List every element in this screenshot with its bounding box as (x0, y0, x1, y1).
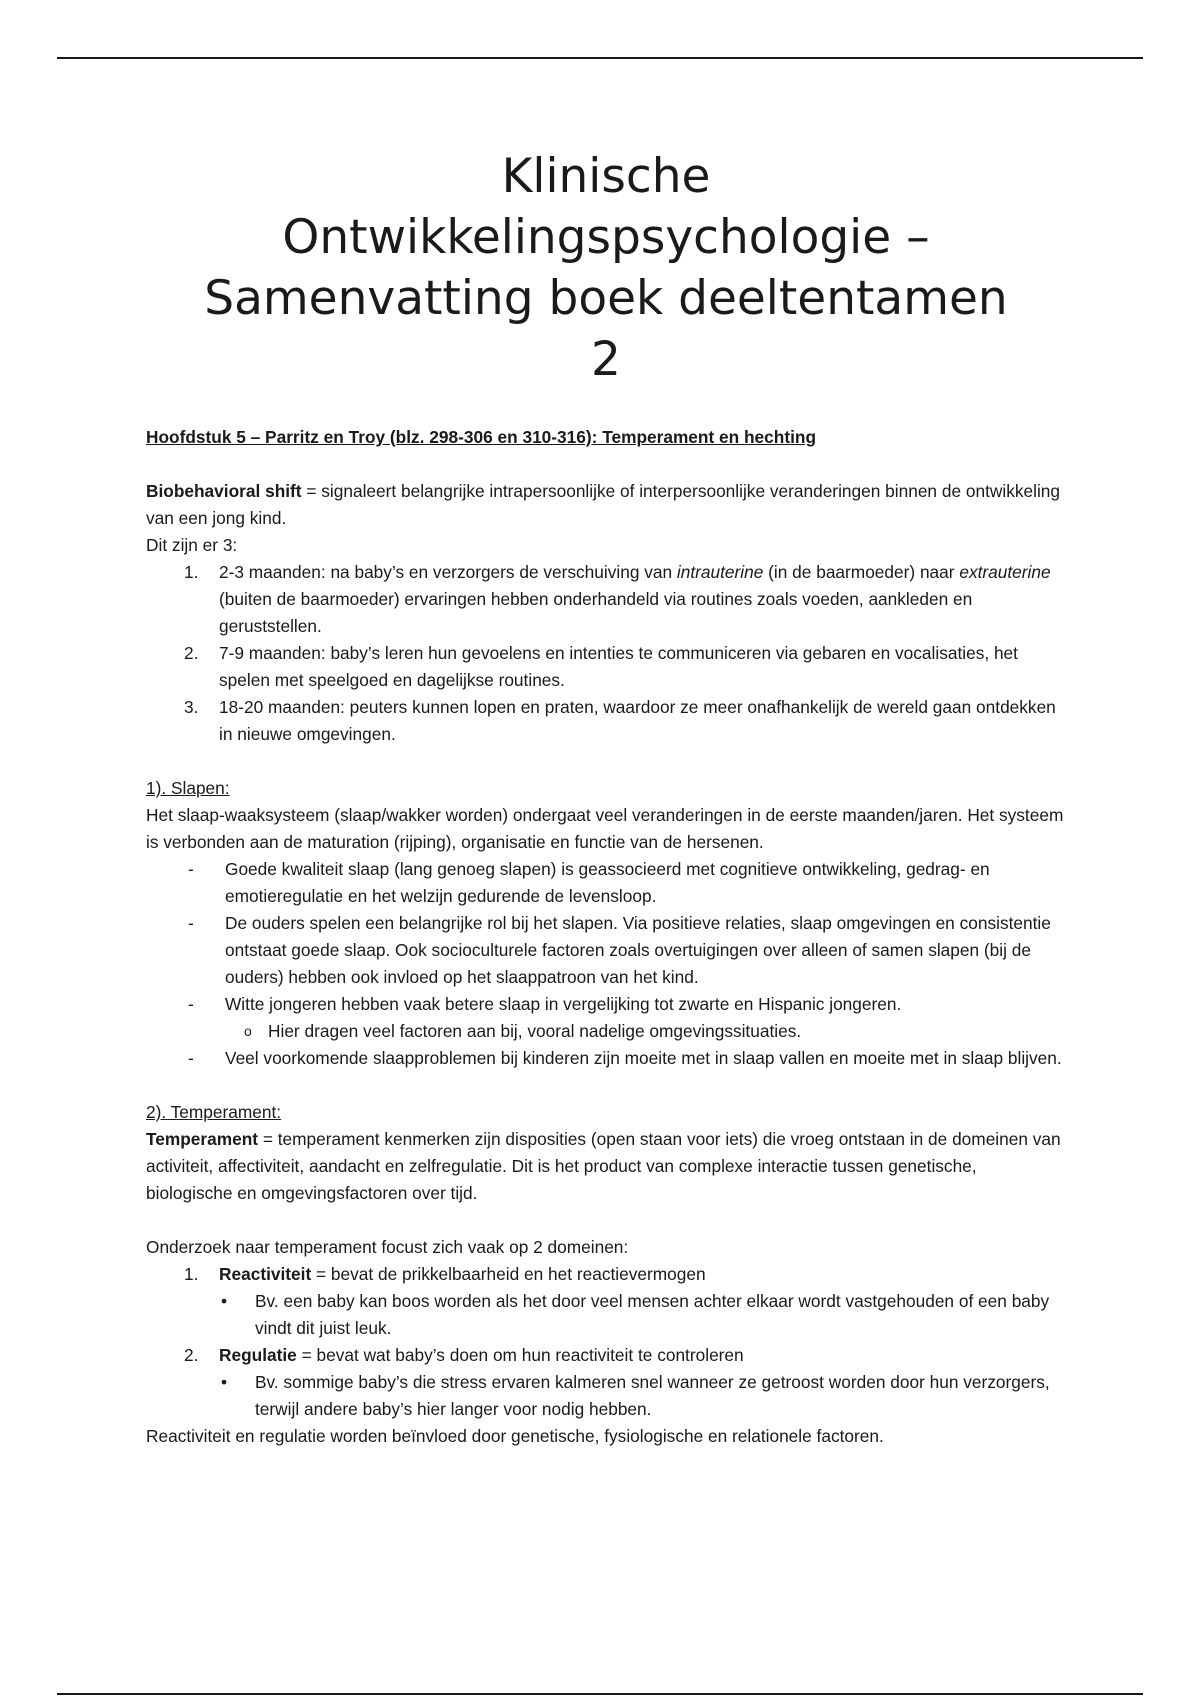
list-number: 3. (184, 697, 199, 717)
term-temperament: Temperament (146, 1129, 259, 1149)
domain-list (146, 1261, 1066, 1423)
list-item (219, 1288, 1066, 1342)
dash-bullet: - (188, 859, 194, 879)
dash-bullet: - (188, 1048, 194, 1068)
sub-bullets (225, 1018, 1066, 1045)
item-text: Veel voorkomende slaapproblemen bij kinderen zijn moeite met in slaap vallen en moeite met in slaap blijven. (225, 1048, 1062, 1068)
item-text: = bevat de prikkelbaarheid en het reactievermogen (311, 1264, 706, 1284)
item-text: Hier dragen veel factoren aan bij, vooral nadelige omgevingssituaties. (268, 1021, 802, 1041)
dot-bullet: • (221, 1291, 228, 1311)
spacer (146, 748, 1066, 775)
section-heading-temperament: 2). Temperament: (146, 1102, 282, 1122)
title-line: Samenvatting boek deeltentamen (204, 271, 1008, 326)
document-page (146, 146, 1066, 1450)
list-number: 2. (184, 643, 199, 663)
item-text: De ouders spelen een belangrijke rol bij het slapen. Via positieve relaties, slaap omgevingen en consistentie ontstaat goede slaap. Ook socioculturele factoren zoals overtuigingen over alleen of samen slapen (bij de ouders) hebben ook invloed op het slaappatroon van het kind. (225, 913, 1051, 987)
spacer (146, 1072, 1066, 1099)
dot-bullet: • (221, 1372, 228, 1392)
dash-bullet: - (188, 994, 194, 1014)
item-text: Bv. een baby kan boos worden als het door veel mensen achter elkaar wordt vastgehouden of een baby vindt dit juist leuk. (255, 1291, 1050, 1338)
list-number: 1. (184, 1264, 199, 1284)
slapen-intro: Het slaap-waaksysteem (slaap/wakker worden) ondergaat veel veranderingen in de eerste maanden/jaren. Het systeem is verbonden aan de maturation (rijping), organisatie en functie van de hersenen. (146, 805, 1064, 852)
footer-rule (57, 1693, 1143, 1695)
term-regulatie: Regulatie (219, 1345, 297, 1365)
list-item (146, 694, 1066, 748)
list-item (146, 640, 1066, 694)
temperament-definition (146, 1126, 1066, 1207)
list-item (146, 1018, 1066, 1045)
title-line: 2 (591, 332, 621, 387)
chapter-heading: Hoofdstuk 5 – Parritz en Troy (blz. 298-306 en 310-316): Temperament en hechting (146, 427, 817, 447)
temperament-conclusion: Reactiviteit en regulatie worden beïnvloed door genetische, fysiologische en relationele factoren. (146, 1426, 884, 1446)
slapen-bullets (146, 856, 1066, 1072)
biobehavioral-definition (146, 478, 1066, 532)
item-text: (buiten de baarmoeder) ervaringen hebben onderhandeld via routines zoals voeden, aankleden en geruststellen. (219, 589, 973, 636)
header-rule (57, 57, 1143, 59)
list-item (146, 991, 1066, 1045)
example-bullets (219, 1288, 1066, 1342)
list-item (219, 1369, 1066, 1423)
definition-text: = temperament kenmerken zijn disposities (open staan voor iets) die vroeg ontstaan in de domeinen van activiteit, affectiviteit, aandacht en zelfregulatie. Dit is het product van complexe interactie tussen genetische, biologische en omgevingsfactoren over tijd. (146, 1129, 1061, 1203)
section-heading-slapen: 1). Slapen: (146, 778, 230, 798)
italic-term: intrauterine (676, 562, 764, 582)
circle-bullet: o (244, 1023, 252, 1039)
definition-text: = signaleert belangrijke intrapersoonlijke of interpersoonlijke veranderingen binnen de ontwikkeling van een jong kind. (146, 481, 1061, 528)
shift-list (146, 559, 1066, 748)
title-line: Ontwikkelingspsychologie – (282, 210, 930, 265)
dash-bullet: - (188, 913, 194, 933)
item-text: (in de baarmoeder) naar (763, 562, 960, 582)
spacer (146, 1207, 1066, 1234)
list-intro: Dit zijn er 3: (146, 535, 238, 555)
italic-term: extrauterine (959, 562, 1051, 582)
term-reactiviteit: Reactiviteit (219, 1264, 312, 1284)
list-item (146, 1045, 1066, 1072)
list-item (146, 910, 1066, 991)
research-intro: Onderzoek naar temperament focust zich vaak op 2 domeinen: (146, 1237, 629, 1257)
list-item (146, 559, 1066, 640)
item-text: 7-9 maanden: baby’s leren hun gevoelens en intenties te communiceren via gebaren en vocalisaties, het spelen met speelgoed en dagelijkse routines. (219, 643, 1018, 690)
list-number: 1. (184, 562, 199, 582)
term-biobehavioral-shift: Biobehavioral shift (146, 481, 302, 501)
title-line: Klinische (501, 149, 711, 204)
example-bullets (219, 1369, 1066, 1423)
document-title (146, 146, 1066, 390)
item-text: Goede kwaliteit slaap (lang genoeg slapen) is geassocieerd met cognitieve ontwikkeling, gedrag- en emotieregulatie en het welzijn gedurende de levensloop. (225, 859, 990, 906)
item-text: Witte jongeren hebben vaak betere slaap in vergelijking tot zwarte en Hispanic jongeren. (225, 994, 902, 1014)
item-text: 18-20 maanden: peuters kunnen lopen en praten, waardoor ze meer onafhankelijk de wereld gaan ontdekken in nieuwe omgevingen. (219, 697, 1056, 744)
list-item (146, 1342, 1066, 1423)
item-text: Bv. sommige baby’s die stress ervaren kalmeren snel wanneer ze getroost worden door hun verzorgers, terwijl andere baby’s hier langer voor nodig hebben. (255, 1372, 1050, 1419)
item-text: = bevat wat baby’s doen om hun reactiviteit te controleren (296, 1345, 744, 1365)
list-item (146, 856, 1066, 910)
list-item (146, 1261, 1066, 1342)
item-text: 2-3 maanden: na baby’s en verzorgers de verschuiving van (219, 562, 677, 582)
list-number: 2. (184, 1345, 199, 1365)
